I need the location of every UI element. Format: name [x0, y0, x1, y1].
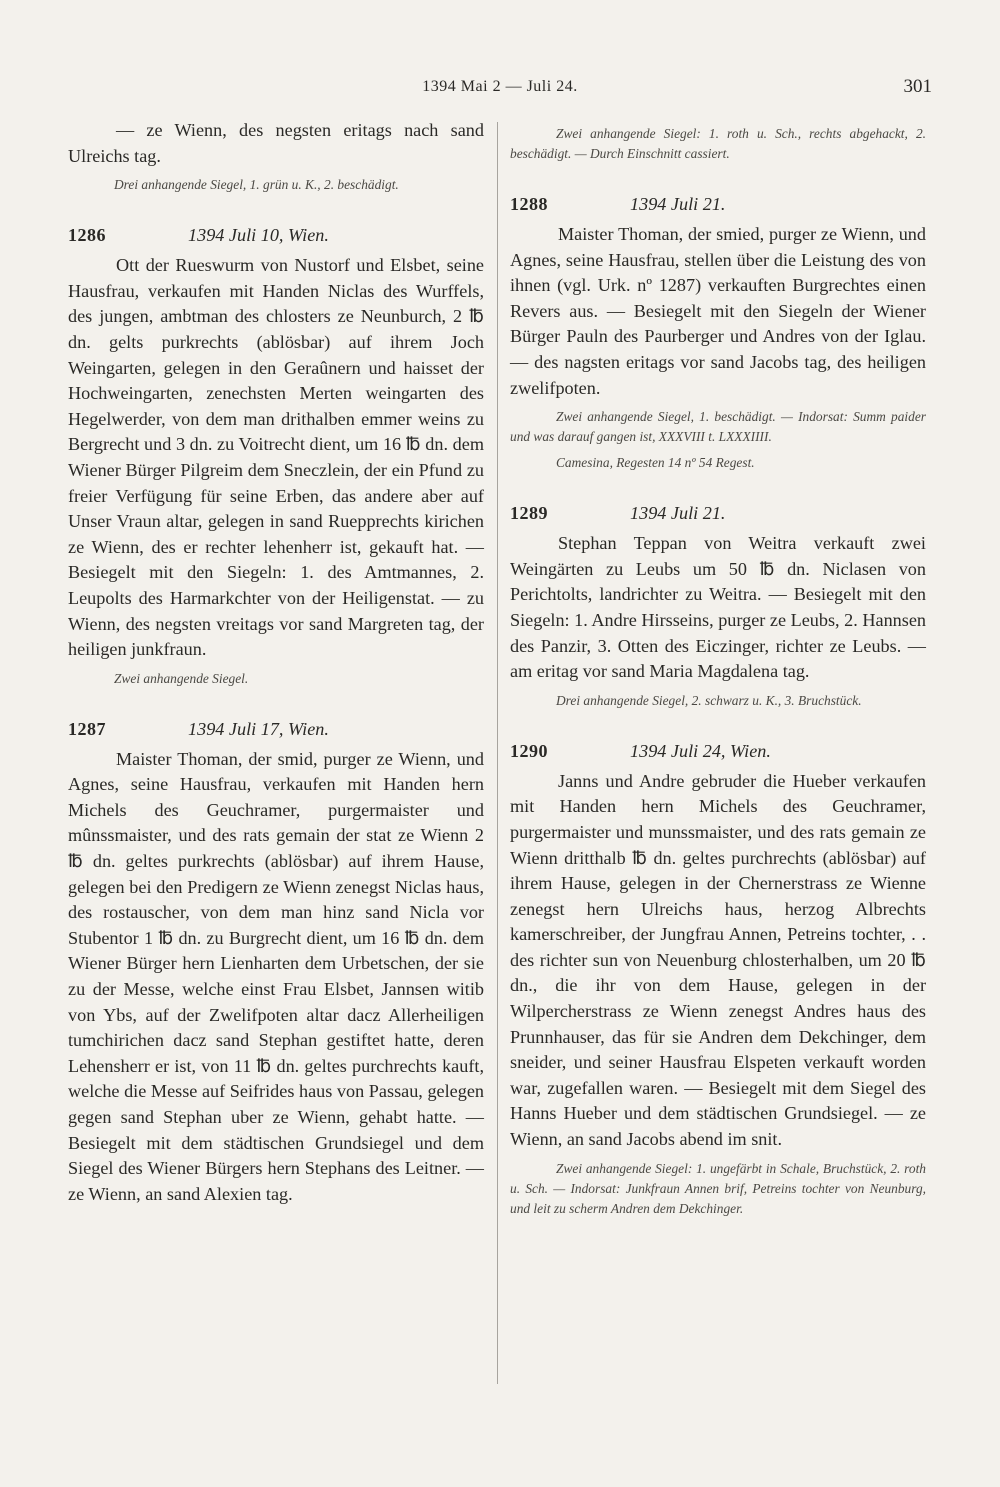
continued-note: Drei anhangende Siegel, 1. grün u. K., 2. beschädigt.: [114, 177, 399, 193]
entry-1290-note: Zwei anhangende Siegel: 1. ungefärbt in Schale, Bruchstück, 2. roth u. Sch. — Indorsat: Junkfraun Annen brif, Petreins tochter von Neunburg, und leit zu scherm Andren dem Dekchinger.: [510, 1160, 926, 1216]
entry-1286-text: Ott der Rueswurm von Nustorf und Elsbet, seine Hausfrau, verkaufen mit Handen Niclas des Wurffels, des jungen, ambtman des chlosters ze Neunburch, 2 ℔ dn. gelts purkrechts (ablösbar) auf ihrem Joch Weingarten, gelegen in den Geraûnern und haisset der Hochweingarten, zenechsten Merten weingarten des Hegelwerder, von dem man drithalben emmer weins zu Bergrecht und 3 dn. zu Voitrecht dient, um 16 ℔ dn. dem Wiener Bürger Pilgreim dem Sneczlein, der ein Pfund zu freier Verfügung für seine Erben, das andere aber auf Unser Vraun altar, gelegen in sand Ruepprechts kirichen ze Wienn, des er rechter lehenherr ist, gekauft hat. — Besiegelt mit den Siegeln: 1. des Amtmannes, 2. Leupolts des Harmarkchter von der Heiligenstat. — zu Wienn, des negsten vreitags vor sand Margreten tag, der heiligen junkfraun.: [68, 255, 484, 660]
column-divider: [497, 122, 498, 1384]
entry-1289-note: Drei anhangende Siegel, 2. schwarz u. K., 3. Bruchstück.: [556, 692, 862, 708]
entry-date: 1394 Juli 17, Wien.: [188, 718, 329, 739]
entry-number: 1287: [68, 718, 106, 739]
entry-1287-heading: [68, 713, 484, 747]
entry-1288-regest: Camesina, Regesten 14 nº 54 Regest.: [556, 455, 755, 471]
entry-1290-text: Janns und Andre gebruder die Hueber verkaufen mit Handen hern Michels des Geuchramer, purgermaister und munssmaister, und des rats gemain ze Wienn dritthalb ℔ dn. geltes purchrechts (ablösbar) auf ihrem Hause, gelegen in der Chernerstrass ze Wienne zenegst hern Ulreichs haus, herzog Albrechts kamerschreiber, der Jungfrau Annen, Petreins tochter, . . des richter sun von Neuenburg chlosterhalben, um 20 ℔ dn., die ihr von dem Hause, gelegen in der Wilpercherstrass ze Wienn zenegst Andres haus des Prunnhauser, das für sie Andren dem Dekchinger, dem sneider, und seiner Hausfrau Elspeten verkauft worden war, zugefallen waren. — Besiegelt mit dem Siegel des Hanns Hueber und dem städtischen Grundsiegel. — ze Wienn, an sand Jacobs abend im snit.: [510, 770, 926, 1150]
left-column: [68, 118, 484, 1207]
continued-note: Zwei anhangende Siegel: 1. roth u. Sch., rechts abgehackt, 2. beschädigt. — Durch Einschnitt cassiert.: [510, 126, 926, 161]
entry-1290-heading: [510, 735, 926, 769]
entry-1287-text: Maister Thoman, der smid, purger ze Wienn, und Agnes, seine Hausfrau, verkaufen mit Handen hern Michels des Geuchramer, purgermaister und mûnssmaister, und des rats gemain der stat ze Wienn 2 ℔ dn. geltes purkrechts (ablösbar) auf ihrem Hause, gelegen bei den Predigern ze Wienn zenegst Niclas haus, des rostauscher, von dem man hinz sand Nicla vor Stubentor 1 ℔ dn. zu Burgrecht dient, um 16 ℔ dn. dem Wiener Bürger hern Lienharten dem Urbetschen, der sie zu der Messe, welche einst Frau Elsbet, Jannsen witib von Ybs, auf der Zwelifpoten altar dacz Allerheiligen tumchirichen dacz sand Stephan gestiftet hatte, deren Lehensherr er ist, von 11 ℔ dn. geltes purchrechts kauft, welche die Messe auf Seifrides haus von Passau, gelegen gegen sand Stephan uber ze Wienn, gehabt hatte. — Besiegelt mit dem städtischen Grundsiegel und dem Siegel des Wiener Bürgers hern Stephans des Leitner. — ze Wienn, an sand Alexien tag.: [68, 748, 484, 1204]
right-column: [510, 118, 926, 1219]
entry-number: 1286: [68, 225, 106, 246]
entry-number: 1290: [510, 740, 548, 761]
entry-date: 1394 Juli 10, Wien.: [188, 225, 329, 246]
entry-date: 1394 Juli 21.: [630, 194, 726, 214]
entry-1286-note: Zwei anhangende Siegel.: [114, 670, 249, 686]
running-header: [0, 74, 1000, 104]
entry-1289-text: Stephan Teppan von Weitra verkauft zwei Weingärten zu Leubs um 50 ℔ dn. Niclasen von Perichtolts, landrichter zu Weitra. — Besiegelt mit den Siegeln: 1. Andre Hirsseins, purger ze Leubs, 2. Hannsen des Panzir, 3. Otten des Eiczinger, richter ze Leubs. — am eritag vor sand Maria Magdalena tag.: [510, 533, 926, 682]
page-number: 301: [903, 76, 932, 97]
entry-date: 1394 Juli 24, Wien.: [630, 740, 771, 761]
entry-1288-note: Zwei anhangende Siegel, 1. beschädigt. — Indorsat: Summ paider und was darauf gangen ist, XXXVIII t. LXXXIIII.: [510, 409, 926, 445]
entry-1289-heading: [510, 497, 926, 531]
continued-text: — ze Wienn, des negsten eritags nach sand Ulreichs tag.: [68, 120, 484, 166]
entry-1288-text: Maister Thoman, der smied, purger ze Wienn, und Agnes, seine Hausfrau, stellen über die Leistung des von ihnen (vgl. Urk. nº 1287) verkauften Burgrechtes einen Revers aus. — Besiegelt mit den Siegeln der Wiener Bürger Pauln des Paurberger und Andres von der Iglau. — des nagsten eritags vor sand Jacobs tag, des heiligen zwelifpoten.: [510, 224, 926, 398]
entry-number: 1288: [510, 194, 548, 214]
header-date-range: 1394 Mai 2 — Juli 24.: [422, 78, 578, 95]
entry-1288-heading: [510, 188, 926, 222]
entry-1286-heading: [68, 219, 484, 253]
entry-date: 1394 Juli 21.: [630, 503, 726, 524]
entry-number: 1289: [510, 503, 548, 524]
